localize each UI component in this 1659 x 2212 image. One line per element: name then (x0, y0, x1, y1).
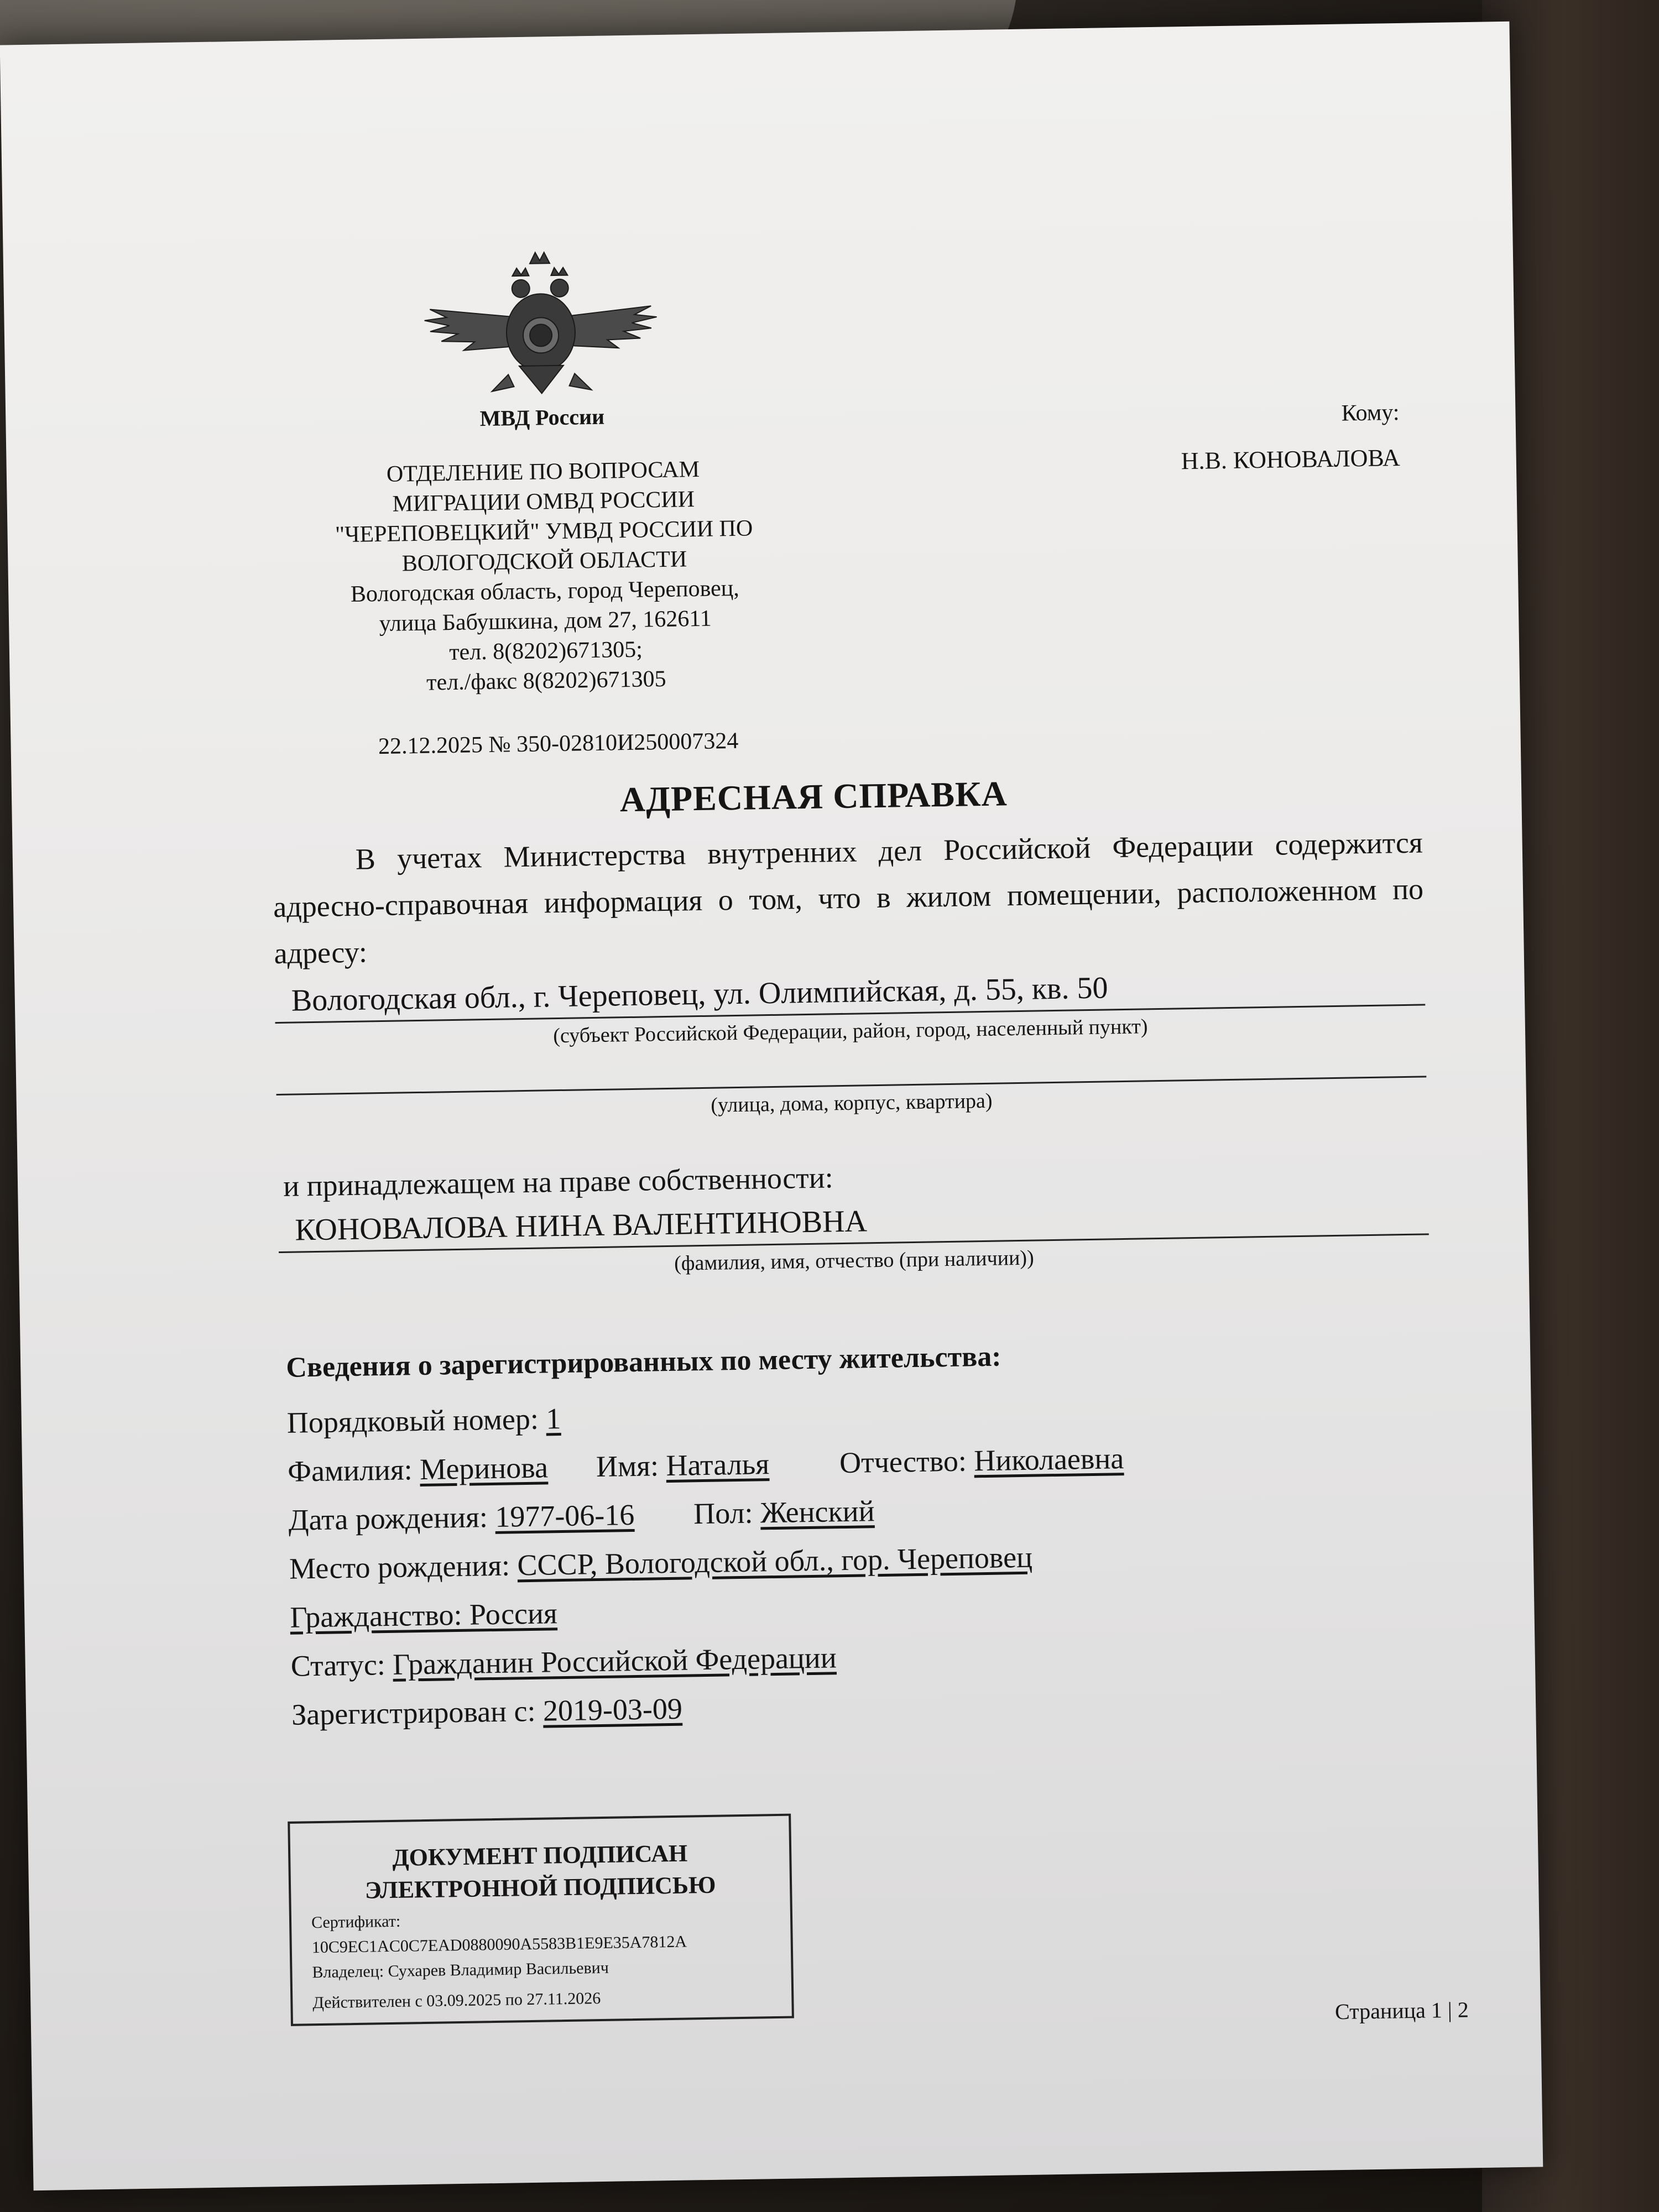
certificate-label: Сертификат: (311, 1912, 401, 1932)
intro-text: В учетах Министерства внутренних дел Российской Федерации содержится адресно-справочная информация о том, что в жилом помещении, расположенном по адресу: (273, 826, 1424, 971)
org-fax-line: тел./факс 8(8202)671305 (426, 666, 666, 696)
owner-label: и принадлежащем на праве собственности: (283, 1161, 834, 1203)
signature-title (290, 1836, 790, 1908)
certificate-value: 10C9EC1AC0C7EAD0880090A5583B1E9E35A7812A (311, 1932, 687, 1957)
number-label: Порядковый номер: (286, 1402, 539, 1439)
since-label: Зарегистрирован с: (291, 1694, 536, 1731)
org-address-line: Вологодская область, город Череповец, (350, 575, 740, 607)
owner-name-value: КОНОВАЛОВА НИНА ВАЛЕНТИНОВНА (294, 1204, 868, 1248)
name-label: Имя: (596, 1449, 659, 1484)
org-line: "ЧЕРЕПОВЕЦКИЙ" УМВД РОССИИ ПО (335, 515, 753, 548)
patronymic-label: Отчество: (839, 1444, 967, 1480)
sex-label: Пол: (693, 1496, 753, 1531)
page-number: Страница 1 | 2 (1334, 1997, 1469, 2025)
surname-label: Фамилия: (287, 1453, 413, 1488)
double-headed-eagle-emblem-icon (406, 239, 675, 410)
org-line: МИГРАЦИИ ОМВД РОССИИ (392, 487, 695, 517)
org-phone-line: тел. 8(8202)671305; (448, 637, 643, 666)
status-value: Гражданин Российской Федерации (392, 1641, 837, 1681)
signature-title-line: ДОКУМЕНТ ПОДПИСАН (392, 1839, 688, 1871)
birthdate-label: Дата рождения: (288, 1500, 488, 1537)
address-street-caption: (улица, дома, корпус, квартира) (711, 1089, 993, 1117)
address-locality-value: Вологодская обл., г. Череповец, ул. Олимпийская, д. 55, кв. 50 (291, 971, 1108, 1018)
patronymic-value: Николаевна (973, 1442, 1124, 1478)
sex-value: Женский (760, 1494, 875, 1530)
registered-person-details (286, 1382, 1342, 1739)
document-title: АДРЕСНАЯ СПРАВКА (619, 774, 1008, 820)
signature-title-line: ЭЛЕКТРОННОЙ ПОДПИСЬЮ (364, 1871, 716, 1904)
surname-value: Меринова (419, 1451, 549, 1486)
address-locality-caption: (субъект Российской Федерации, район, город, населенный пункт) (552, 1015, 1148, 1048)
issuing-organization-block (283, 453, 807, 700)
certificate-validity: Действителен с 03.09.2025 по 27.11.2026 (312, 1989, 601, 2012)
intro-paragraph (272, 819, 1425, 977)
document-reference-number: 22.12.2025 № 350-02810И250007324 (378, 728, 739, 760)
since-value: 2019-03-09 (542, 1692, 683, 1728)
birthplace-label: Место рождения: (289, 1548, 510, 1585)
owner-name-caption: (фамилия, имя, отчество (при наличии)) (674, 1246, 1034, 1275)
recipient-label: Кому: (1341, 400, 1400, 426)
status-label: Статус: (290, 1648, 386, 1683)
org-address-line: улица Бабушкина, дом 27, 162611 (379, 606, 712, 637)
birthdate-value: 1977-06-16 (494, 1498, 635, 1533)
registered-section-title: Сведения о зарегистрированных по месту жительства: (285, 1340, 1001, 1384)
electronic-signature-stamp (288, 1814, 794, 2026)
birthplace-value: СССР, Вологодской обл., гор. Череповец (517, 1540, 1033, 1582)
number-value: 1 (545, 1402, 561, 1436)
agency-label: МВД России (479, 404, 605, 431)
name-value: Наталья (665, 1447, 770, 1483)
document-sheet (0, 22, 1543, 2190)
org-line: ОТДЕЛЕНИЕ ПО ВОПРОСАМ (386, 456, 700, 487)
recipient-name: Н.В. КОНОВАЛОВА (1181, 444, 1401, 475)
citizenship-value: Гражданство: Россия (289, 1597, 558, 1634)
org-line: ВОЛОГОДСКОЙ ОБЛАСТИ (401, 546, 687, 577)
certificate-owner: Владелец: Сухарев Владимир Васильевич (312, 1958, 609, 1982)
